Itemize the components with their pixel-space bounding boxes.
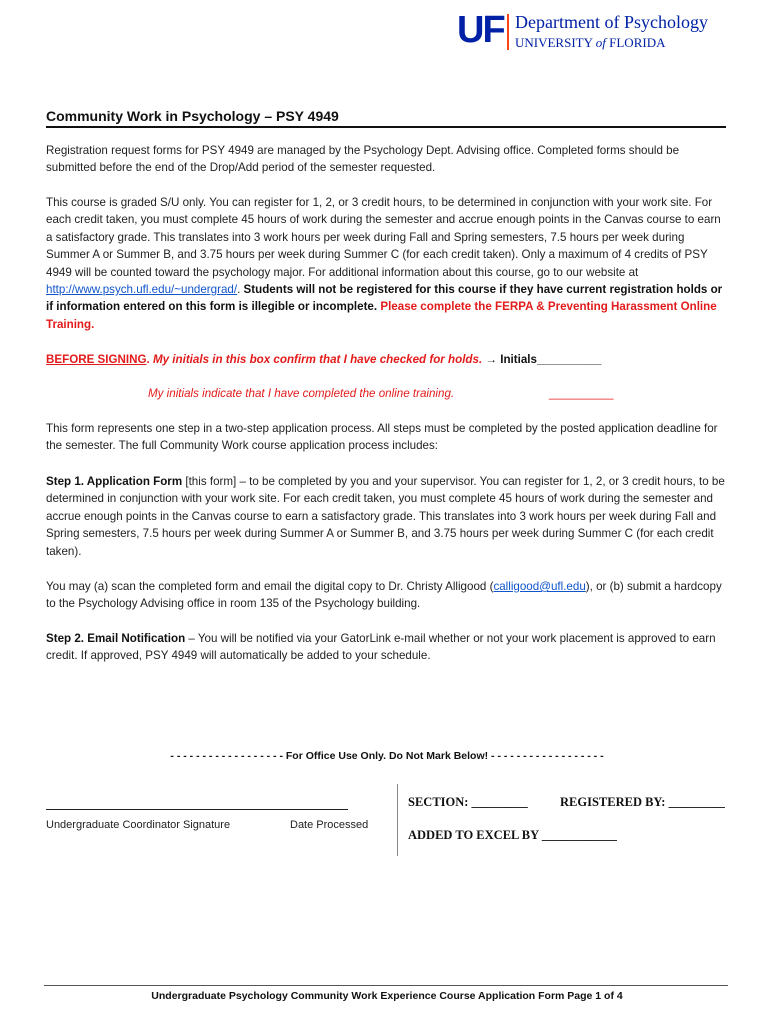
ferpa-notice: Please complete the FERPA & Preventing Harassment Online Training.: [46, 300, 717, 331]
step1-label: Step 1. Application Form: [46, 475, 183, 488]
logo-university-post: FLORIDA: [609, 35, 666, 50]
office-use-divider: - - - - - - - - - - - - - - - - - - For Office Use Only. Do Not Mark Below! - - - - - - - - - - - - - - - - - -: [170, 750, 604, 762]
holds-text: My initials in this box confirm that I have checked for holds.: [152, 353, 483, 366]
submit-paragraph: [46, 578, 728, 613]
grading-period: .: [237, 283, 244, 297]
psych-website-link[interactable]: http://www.psych.ufl.edu/~undergrad/: [46, 283, 238, 297]
step1-text: [this form] – to be completed by you and your supervisor. You can register for 1, 2, or 3 credit hours, to be determined in conjunction with your work site. For each credit taken, you must complete 45 hours of work during the semester and accrue enough points in the Canvas course to earn a satisfactory grade. This translates into 3 work hours per week during Fall and Spring semesters, 7.5 hours per week during Summer A or Summer B, and 3.75 hours per week during Summer C (for each credit taken).: [46, 475, 725, 558]
alligood-email-link[interactable]: calligood@ufl.edu: [493, 580, 586, 593]
step2-text: – You will be notified via your GatorLink e-mail whether or not your work placement is approved to earn credit. If approved, PSY 4949 will automatically be added to your schedule.: [46, 632, 716, 663]
before-signing-dot: .: [146, 353, 150, 366]
uf-psychology-logo: [457, 10, 737, 55]
holds-line: [46, 351, 728, 368]
submit-post: ), or (b) submit a hardcopy to the Psychology Advising office in room 135 of the Psychology building.: [46, 580, 722, 611]
before-signing-label: BEFORE SIGNING: [46, 353, 147, 366]
training-text: My initials indicate that I have completed the online training.: [148, 387, 455, 400]
two-step-paragraph: This form represents one step in a two-step application process. All steps must be completed by the posted application deadline for the semester. The full Community Work course application process includes:: [46, 422, 718, 453]
submit-pre: You may (a) scan the completed form and email the digital copy to Dr. Christy Alligood (: [46, 580, 494, 593]
coordinator-signature-line[interactable]: [46, 808, 348, 810]
arrow-icon: →: [485, 353, 497, 366]
date-processed-label: Date Processed: [290, 819, 369, 831]
page-title: Community Work in Psychology – PSY 4949: [46, 106, 726, 128]
step2-paragraph: [46, 630, 728, 665]
logo-divider: [507, 14, 509, 50]
grading-paragraph: [46, 194, 728, 333]
training-line: [148, 385, 618, 402]
footer-rule: [44, 985, 728, 986]
logo-university: [515, 35, 665, 51]
office-use-box: [397, 784, 738, 856]
section-field[interactable]: SECTION: _________: [408, 795, 528, 809]
logo-university-of: of: [595, 35, 606, 50]
step1-paragraph: [46, 473, 728, 560]
uf-logo-mark: UF: [457, 9, 504, 51]
registration-warning: Students will not be registered for this course if they have current registration holds or if information entered on this form is illegible or incomplete.: [46, 283, 723, 314]
initials-field[interactable]: Initials__________: [500, 353, 602, 366]
training-initials-field[interactable]: __________: [549, 387, 614, 400]
step2-label: Step 2. Email Notification: [46, 632, 186, 645]
registered-by-field[interactable]: REGISTERED BY: _________: [560, 795, 725, 809]
added-to-excel-field[interactable]: ADDED TO EXCEL BY ____________: [408, 828, 617, 842]
coordinator-signature-label: Undergraduate Coordinator Signature: [46, 819, 231, 831]
logo-university-pre: UNIVERSITY: [515, 35, 593, 50]
intro-paragraph: Registration request forms for PSY 4949 are managed by the Psychology Dept. Advising office. Completed forms should be submitted before the end of the Drop/Add period of the semester requested.: [46, 144, 680, 175]
grading-text: This course is graded S/U only. You can register for 1, 2, or 3 credit hours, to be determined in conjunction with your work site. For each credit taken, you must complete 45 hours of work during the semester and accrue enough points in the Canvas course to earn a satisfactory grade. This translates into 3 work hours per week during Fall and Spring semesters, 7.5 hours per week during Summer A or Summer B, and 3.75 hours per week during Summer C (for each credit taken). Only a maximum of 4 credits of PSY 4949 will be counted toward the psychology major. For additional information about this course, go to our website at: [46, 196, 721, 279]
page-footer: Undergraduate Psychology Community Work Experience Course Application Form Page 1 of 4: [151, 990, 623, 1002]
logo-department: Department of Psychology: [515, 12, 708, 32]
